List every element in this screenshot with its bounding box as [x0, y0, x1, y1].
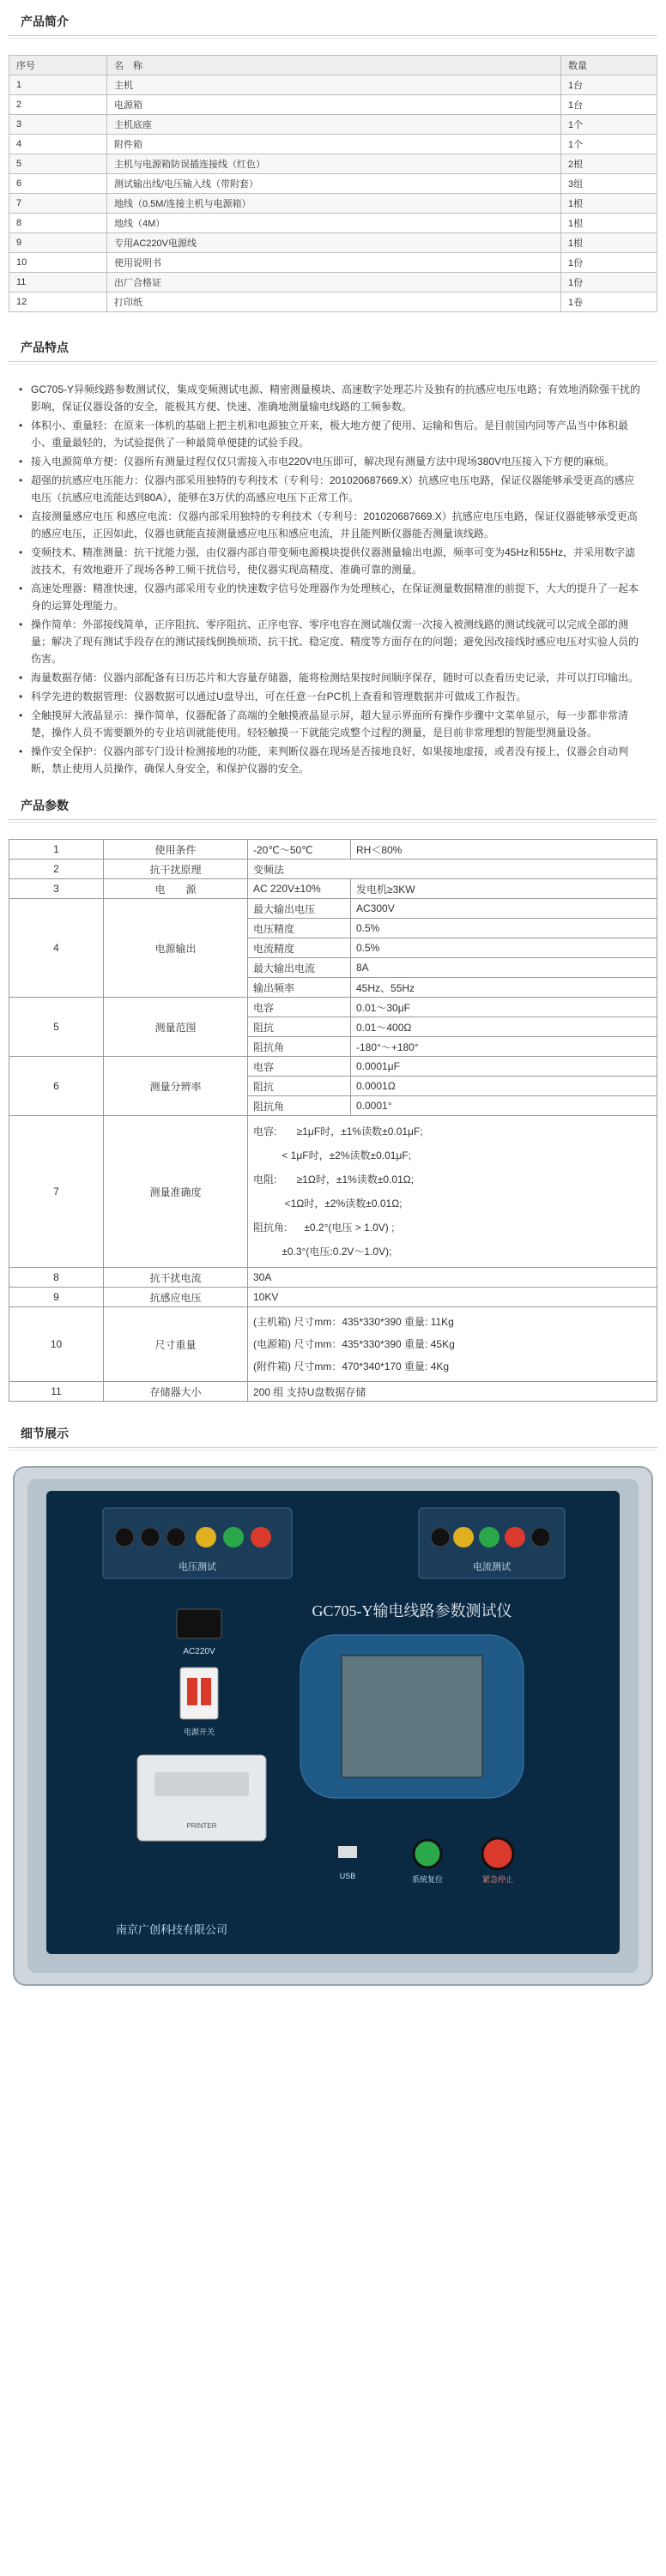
- size-line: (主机箱) 尺寸mm：435*330*390 重量: 11Kg: [253, 1316, 454, 1328]
- table-row: [9, 75, 657, 95]
- switch-label: 电源开关: [183, 1728, 215, 1736]
- param-name: 抗干扰电流: [104, 1268, 248, 1288]
- param-value: 200 组 支持U盘数据存储: [248, 1382, 657, 1402]
- table-row: [9, 273, 657, 293]
- cell-name: 出厂合格证: [107, 273, 561, 293]
- param-no: 7: [9, 1116, 104, 1268]
- size-line: (附件箱) 尺寸mm：470*340*170 重量: 4Kg: [253, 1360, 450, 1372]
- feature-item: • 海量数据存储：仪器内部配备有日历芯片和大容量存储器，能将检测结果按时间顺序保存，随时可以查看历史记录，并可以打印输出。: [19, 669, 644, 686]
- param-row: [9, 1057, 657, 1077]
- param-sub: 阻抗: [248, 1077, 351, 1096]
- features-title: 产品特点: [9, 326, 657, 362]
- current-label: 电流测试: [473, 1562, 511, 1572]
- param-sub: 电容: [248, 998, 351, 1017]
- ac-socket: [177, 1609, 221, 1638]
- param-no: 2: [9, 860, 104, 879]
- param-name: 尺寸重量: [104, 1307, 248, 1382]
- param-name: 测量范围: [104, 998, 248, 1057]
- table-header-row: [9, 56, 657, 75]
- param-name: 存储器大小: [104, 1382, 248, 1402]
- cell-no: 9: [9, 233, 107, 253]
- param-value: 10KV: [248, 1288, 657, 1307]
- usb-port: [338, 1846, 357, 1858]
- cell-no: 2: [9, 95, 107, 115]
- table-row: [9, 135, 657, 154]
- param-name: 电源输出: [104, 899, 248, 998]
- param-value: 0.0001μF: [351, 1057, 657, 1077]
- param-value: 0.5%: [351, 919, 657, 938]
- cell-no: 序号: [9, 56, 107, 75]
- param-row: [9, 998, 657, 1017]
- accuracy-line: 电容: ≥1μF时，±1%读数±0.01μF;: [253, 1125, 423, 1137]
- param-value: 0.0001Ω: [351, 1077, 657, 1096]
- cell-qty: 1个: [561, 115, 657, 135]
- feature-item: • 科学先进的数据管理：仪器数据可以通过U盘导出，可在任意一台PC机上查看和管理数据并可做成工作报告。: [19, 688, 644, 705]
- feature-item: • 全触摸屏大液晶显示：操作简单，仪器配备了高端的全触摸液晶显示屏，超大显示界面所有操作步骤中文菜单显示，每一步都非常清楚，操作人员不需要额外的专业培训就能使用。轻轻触摸一下就能完成整个过程的测量，是目前非常理想的智能型测量设备。: [19, 707, 644, 741]
- param-no: 8: [9, 1268, 104, 1288]
- param-value: 发电机≥3KW: [351, 879, 657, 899]
- cell-name: 主机: [107, 75, 561, 95]
- param-value: 45Hz、55Hz: [351, 978, 657, 998]
- param-no: 10: [9, 1307, 104, 1382]
- param-sub: 电流精度: [248, 938, 351, 958]
- param-value: RH＜80%: [351, 840, 657, 860]
- param-no: 11: [9, 1382, 104, 1402]
- cell-no: 3: [9, 115, 107, 135]
- table-row: [9, 233, 657, 253]
- param-sub: 阻抗角: [248, 1037, 351, 1057]
- svg-text:系统复位: 系统复位: [411, 1875, 444, 1884]
- param-row: [9, 1268, 657, 1288]
- table-row: [9, 214, 657, 233]
- cell-name: 附件箱: [107, 135, 561, 154]
- param-name: 抗干扰原理: [104, 860, 248, 879]
- cell-name: 使用说明书: [107, 253, 561, 273]
- cell-name: 地线（4M）: [107, 214, 561, 233]
- feature-item: • 直接测量感应电压 和感应电流：仪器内部采用独特的专利技术（专利号：201020687669.X）抗感应电压电路，保证仪器能够承受更高的感应电压，正因如此，仪器也就能直接测量感应电压和感应电流，并且能判断仪器能否测量该线路。: [19, 508, 644, 542]
- reset-button: [414, 1840, 441, 1867]
- cell-no: 6: [9, 174, 107, 194]
- lcd-screen: [342, 1656, 482, 1777]
- packing-list-table: [9, 55, 657, 312]
- param-value: AC300V: [351, 899, 657, 919]
- company-name: 南京广创科技有限公司: [115, 1923, 228, 1936]
- param-no: 4: [9, 899, 104, 998]
- param-value: 30A: [248, 1268, 657, 1288]
- cell-name: 专用AC220V电源线: [107, 233, 561, 253]
- cell-no: 1: [9, 75, 107, 95]
- params-table: [9, 839, 657, 1402]
- cell-name: 主机底座: [107, 115, 561, 135]
- features-list: [9, 381, 657, 777]
- param-no: 6: [9, 1057, 104, 1116]
- param-row: [9, 1307, 657, 1382]
- cell-no: 5: [9, 154, 107, 174]
- table-row: [9, 194, 657, 214]
- cell-no: 11: [9, 273, 107, 293]
- param-name: 使用条件: [104, 840, 248, 860]
- param-row: [9, 1288, 657, 1307]
- cell-qty: 1台: [561, 95, 657, 115]
- cell-name: 打印纸: [107, 293, 561, 312]
- size-line: (电源箱) 尺寸mm：435*330*390 重量: 45Kg: [253, 1338, 455, 1350]
- param-value: 0.01～30μF: [351, 998, 657, 1017]
- svg-text:USB: USB: [339, 1872, 356, 1880]
- table-row: [9, 154, 657, 174]
- feature-item: • 接入电源简单方便：仪器所有测量过程仅仅只需接入市电220V电压即可，解决现有测量方法中现场380V电压接入下方便的麻烦。: [19, 453, 644, 470]
- param-name: 电 源: [104, 879, 248, 899]
- cell-no: 8: [9, 214, 107, 233]
- param-row: [9, 1382, 657, 1402]
- feature-item: • 体积小、重量轻：在原来一体机的基础上把主机和电源独立开来，极大地方便了使用、运输和售后。是目前国内同等产品当中体积最小、重量最轻的，为试验提供了一种最简单便捷的试验手段。: [19, 417, 644, 451]
- param-sub: 阻抗角: [248, 1096, 351, 1116]
- accuracy-line: 电阻: ≥1Ω时，±1%读数±0.01Ω;: [253, 1173, 415, 1185]
- cell-qty: 1台: [561, 75, 657, 95]
- cell-qty: 1根: [561, 214, 657, 233]
- cell-qty: 1卷: [561, 293, 657, 312]
- cell-qty: 数量: [561, 56, 657, 75]
- cell-qty: 3组: [561, 174, 657, 194]
- table-row: [9, 293, 657, 312]
- cell-qty: 1根: [561, 194, 657, 214]
- param-no: 1: [9, 840, 104, 860]
- cell-qty: 2根: [561, 154, 657, 174]
- accuracy-line: < 1μF时，±2%读数±0.01μF;: [253, 1149, 412, 1161]
- cell-name: 名 称: [107, 56, 561, 75]
- param-sub: 最大输出电流: [248, 958, 351, 978]
- table-row: [9, 95, 657, 115]
- param-value: 0.0001°: [351, 1096, 657, 1116]
- cell-qty: 1根: [561, 233, 657, 253]
- param-value: 0.01～400Ω: [351, 1017, 657, 1037]
- param-value: 0.5%: [351, 938, 657, 958]
- param-no: 3: [9, 879, 104, 899]
- param-row: [9, 899, 657, 919]
- cell-name: 地线（0.5M/连接主机与电源箱）: [107, 194, 561, 214]
- param-row: [9, 860, 657, 879]
- param-value: 变频法: [248, 860, 657, 879]
- param-no: 5: [9, 998, 104, 1057]
- feature-item: • 高速处理器：精准快速，仪器内部采用专业的快速数字信号处理器作为处理核心，在保证测量数据精准的前提下，大大的提升了一起本身的运算处理能力。: [19, 580, 644, 614]
- power-switch: [180, 1668, 218, 1719]
- cell-no: 10: [9, 253, 107, 273]
- feature-item: • 操作简单：外部接线简单，正序阻抗、零序阻抗、正序电容、零序电容在测试端仅需一次接入被测线路的测试线就可以完成全部的测量；解决了现有测试手段存在的测试接线倒换烦琐、抗干扰、稳定度、精度等方面存在的问题；避免因改接线时感应电压对实验人员的伤害。: [19, 616, 644, 667]
- param-sub: 输出频率: [248, 978, 351, 998]
- params-title: 产品参数: [9, 784, 657, 820]
- cell-no: 4: [9, 135, 107, 154]
- param-name: 抗感应电压: [104, 1288, 248, 1307]
- cell-qty: 1份: [561, 253, 657, 273]
- cell-no: 12: [9, 293, 107, 312]
- param-name: 测量分辨率: [104, 1057, 248, 1116]
- ac-label: AC220V: [183, 1647, 215, 1656]
- cell-no: 7: [9, 194, 107, 214]
- feature-item: • 变频技术、精准测量：抗干扰能力强，由仪器内部自带变频电源模块提供仪器测量输出电源，频率可变为45Hz和55Hz，并采用数字滤波技术，有效地避开了现场各种工频干扰信号，使仪器实现高精度、准确可靠的测量。: [19, 544, 644, 578]
- param-sub: 最大输出电压: [248, 899, 351, 919]
- param-value: 8A: [351, 958, 657, 978]
- accuracy-line: 阻抗角: ±0.2°(电压 > 1.0V) ;: [253, 1222, 395, 1234]
- table-row: [9, 115, 657, 135]
- accuracy-line: <1Ω时，±2%读数±0.01Ω;: [253, 1198, 403, 1210]
- detail-title: 细节展示: [9, 1412, 657, 1448]
- table-row: [9, 174, 657, 194]
- device-title: GC705-Y输电线路参数测试仪: [312, 1602, 512, 1620]
- device-photo: [9, 1463, 657, 1988]
- feature-item: • 超强的抗感应电压能力：仪器内部采用独特的专利技术（专利号：201020687669.X）抗感应电压电路，保证仪器能够承受更高的感应电压（抗感应电流能达到80A），能够在3万伏的高感应电压下正常工作。: [19, 472, 644, 506]
- device-illustration: [9, 1463, 657, 1988]
- param-sub: 电压精度: [248, 919, 351, 938]
- svg-text:PRINTER: PRINTER: [186, 1822, 217, 1830]
- cell-name: 主机与电源箱防误插连接线（红色）: [107, 154, 561, 174]
- param-value: AC 220V±10%: [248, 879, 351, 899]
- feature-item: • 操作安全保护：仪器内部专门设计检测接地的功能，来判断仪器在现场是否接地良好，如果接地虚接，或者没有接上，仪器会自动判断，禁止使用人员操作，确保人身安全，和保护仪器的安全。: [19, 743, 644, 777]
- cell-qty: 1份: [561, 273, 657, 293]
- cell-name: 测试输出线/电压输入线（带附套）: [107, 174, 561, 194]
- packing-list-title: 产品简介: [9, 0, 657, 36]
- param-value: -180°～+180°: [351, 1037, 657, 1057]
- accuracy-line: ±0.3°(电压:0.2V～1.0V);: [253, 1246, 392, 1258]
- cell-name: 电源箱: [107, 95, 561, 115]
- feature-item: • GC705-Y异频线路参数测试仪，集成变频测试电源、精密测量模块、高速数字处理芯片及独有的抗感应电压电路；有效地消除强干扰的影响，保证仪器设备的安全，能极其方便、快速、准确地测量输电线路的工频参数。: [19, 381, 644, 415]
- param-no: 9: [9, 1288, 104, 1307]
- param-row: [9, 840, 657, 860]
- emergency-stop-button: [482, 1838, 513, 1869]
- param-sub: 电容: [248, 1057, 351, 1077]
- param-name: 测量准确度: [104, 1116, 248, 1268]
- param-sub: 阻抗: [248, 1017, 351, 1037]
- param-row: [9, 1116, 657, 1268]
- param-row: [9, 879, 657, 899]
- table-row: [9, 253, 657, 273]
- svg-text:紧急停止: 紧急停止: [481, 1875, 514, 1884]
- param-value: -20℃～50℃: [248, 840, 351, 860]
- voltage-label: 电压测试: [179, 1562, 216, 1572]
- cell-qty: 1个: [561, 135, 657, 154]
